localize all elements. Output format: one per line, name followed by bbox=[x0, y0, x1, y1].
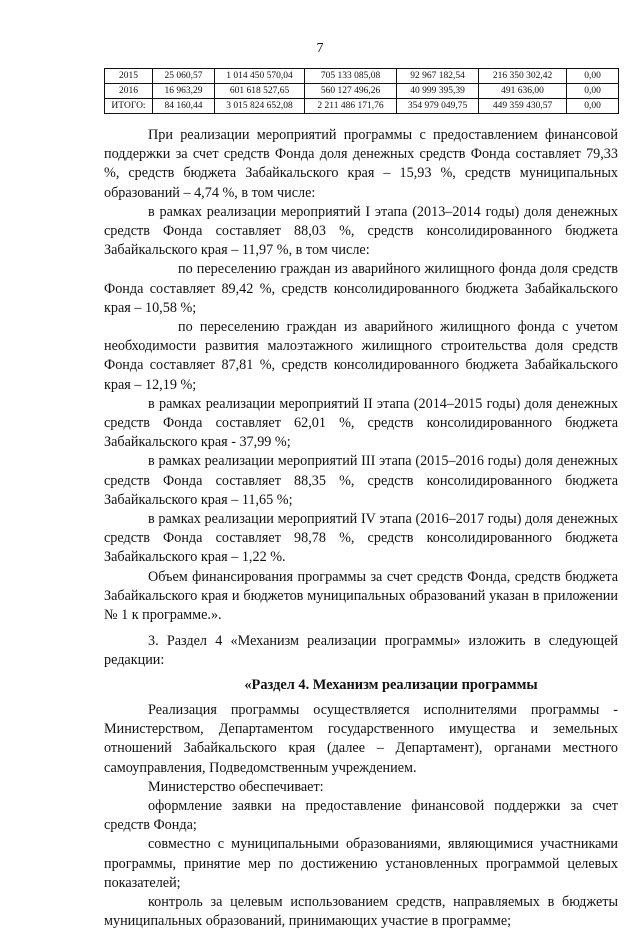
paragraph-control: контроль за целевым использованием средств, направляемых в бюджеты муниципальных образований, принимающих участие в программе; bbox=[104, 893, 618, 930]
paragraph-stage-1: в рамках реализации мероприятий I этапа (2013–2014 годы) доля денежных средств Фонда составляет 88,03 %, средств консолидированного бюджета Забайкальского края – 11,97 %, в том числе: bbox=[104, 203, 618, 259]
table-cell: 1 014 450 570,04 bbox=[215, 69, 305, 84]
table-cell: 2 211 486 171,76 bbox=[305, 99, 397, 114]
paragraph-joint-measures: совместно с муниципальными образованиями, являющимися участниками программы, принятие мер по достижению установленных программой целевых показателей; bbox=[104, 836, 618, 891]
paragraph-implementation: Реализация программы осуществляется исполнителями программы - Министерством, Департаментом государственного имущества и земельных отношений Забайкальского края (далее – Департамент), органами местного самоуправления, Подведомственным учреждением. bbox=[104, 701, 618, 776]
table-cell: 354 979 049,75 bbox=[397, 99, 479, 114]
table-cell: 84 160,44 bbox=[153, 99, 215, 114]
document-body bbox=[104, 126, 618, 931]
paragraph-ministry-provides: Министерство обеспечивает: bbox=[148, 778, 324, 795]
table-cell: ИТОГО: bbox=[105, 99, 153, 114]
paragraph-stage-4: в рамках реализации мероприятий IV этапа (2016–2017 годы) доля денежных средств Фонда составляет 98,78 %, средств консолидированного бюджета Забайкальского края – 1,22 %. bbox=[104, 511, 618, 566]
table-cell: 2015 bbox=[105, 69, 153, 84]
table-row bbox=[105, 99, 619, 114]
table-cell: 0,00 bbox=[567, 99, 619, 114]
paragraph-funding-shares: При реализации мероприятий программы с предоставлением финансовой поддержки за счет средств Фонда доля денежных средств Фонда составляет 79,33 %, средств бюджета Забайкальского края – 15,93 %, средств муниципальных образований – 4,74 %, в том числе: bbox=[104, 127, 618, 201]
paragraph-financing-volume: Объем финансирования программы за счет средств Фонда, средств бюджета Забайкальского края и бюджетов муниципальных образований указан в приложении № 1 к программе.». bbox=[104, 568, 618, 624]
table-cell: 92 967 182,54 bbox=[397, 69, 479, 84]
table-row bbox=[105, 84, 619, 99]
paragraph-section-amendment: 3. Раздел 4 «Механизм реализации программы» изложить в следующей редакции: bbox=[104, 633, 618, 669]
paragraph-stage-3: в рамках реализации мероприятий III этапа (2015–2016 годы) доля денежных средств Фонда составляет 88,35 %, средств консолидированного бюджета Забайкальского края – 11,65 %; bbox=[104, 453, 618, 508]
table-cell: 25 060,57 bbox=[153, 69, 215, 84]
table-cell: 40 999 395,39 bbox=[397, 84, 479, 99]
financing-table bbox=[104, 68, 619, 114]
paragraph-resettlement-lowrise: по переселению граждан из аварийного жилищного фонда с учетом необходимости развития малоэтажного жилищного строительства доля средств Фонда составляет 87,81 %, средств консолидированного бюджета Забайкальского края – 12,19 %; bbox=[104, 319, 618, 393]
table-row bbox=[105, 69, 619, 84]
page-number: 7 bbox=[316, 41, 324, 56]
section-heading: «Раздел 4. Механизм реализации программы bbox=[244, 676, 538, 693]
paragraph-application: оформление заявки на предоставление финансовой поддержки за счет средств Фонда; bbox=[104, 797, 618, 834]
table-cell: 2016 bbox=[105, 84, 153, 99]
paragraph-resettlement: по переселению граждан из аварийного жилищного фонда доля средств Фонда составляет 89,42 %, средств консолидированного бюджета Забайкальского края – 10,58 %; bbox=[104, 261, 618, 316]
table-cell: 705 133 085,08 bbox=[305, 69, 397, 84]
table-cell: 449 359 430,57 bbox=[479, 99, 567, 114]
table-cell: 3 015 824 652,08 bbox=[215, 99, 305, 114]
table-cell: 601 618 527,65 bbox=[215, 84, 305, 99]
paragraph-stage-2: в рамках реализации мероприятий II этапа (2014–2015 годы) доля денежных средств Фонда составляет 62,01 %, средств консолидированного бюджета Забайкальского края - 37,99 %; bbox=[104, 395, 618, 451]
table-cell: 16 963,29 bbox=[153, 84, 215, 99]
table-cell: 0,00 bbox=[567, 69, 619, 84]
table-cell: 0,00 bbox=[567, 84, 619, 99]
table-cell: 491 636,00 bbox=[479, 84, 567, 99]
table-cell: 216 350 302,42 bbox=[479, 69, 567, 84]
table-cell: 560 127 496,26 bbox=[305, 84, 397, 99]
